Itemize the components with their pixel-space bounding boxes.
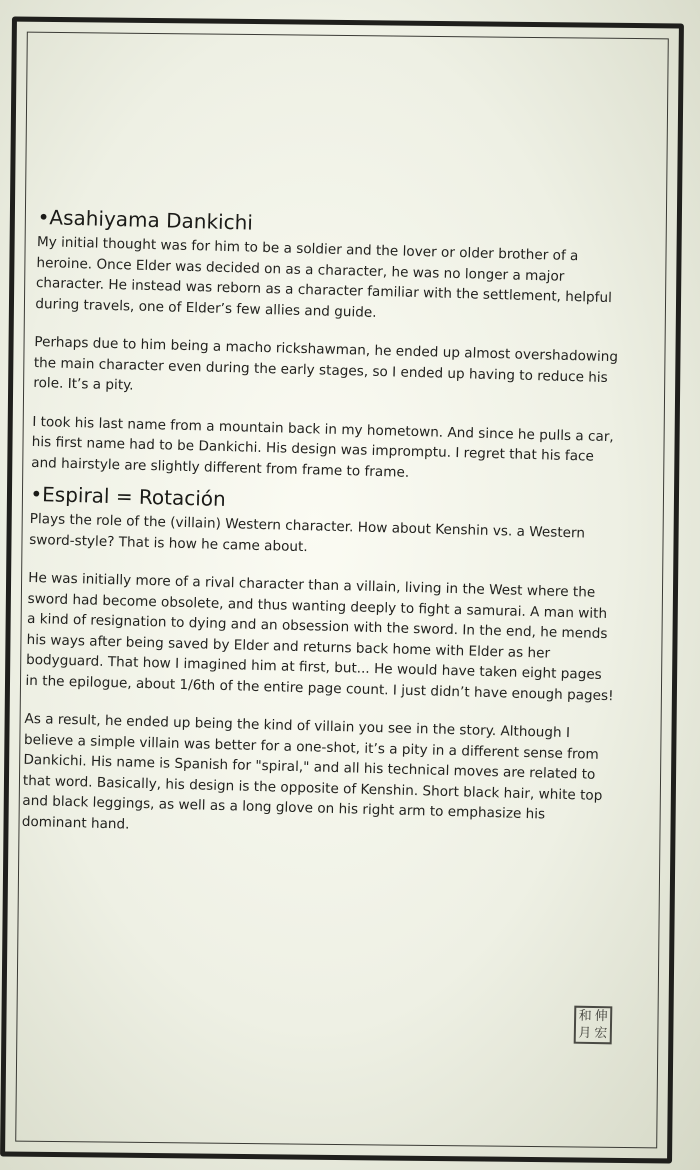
paragraph-dankichi-3: I took his last name from a mountain back in my hometown. And since he pulls a car, his first name had to be Dankichi. His design was impromptu. I regret that his face and hairstyle are slightly different from frame to frame. (31, 413, 614, 481)
seal-char: 伸 (594, 1009, 608, 1025)
seal-char: 和 (578, 1008, 592, 1024)
paragraph-dankichi-1: My initial thought was for him to be a soldier and the lover or older brother of a heroine. Once Elder was decided on as a character, he was no longer a major character. He instead was reborn as a character familiar with the settlement, helpful during travels, one of Elder’s few allies and guide. (35, 233, 613, 321)
seal-char: 宏 (594, 1026, 608, 1042)
page-content (21, 204, 628, 865)
paragraph-espiral-2: He was initially more of a rival character than a villain, living in the West where the sword had become obsolete, and thus wanting deeply to fight a samurai. A man with a kind of resignation to dying and an obsession with the sword. In the end, he mends his ways after being saved by Elder and returns back home with Elder as her bodyguard. That how I imagined him at first, but... He would have taken eight pages in the epilogue, about 1/6th of the entire page count. I just didn’t have enough pages! (25, 569, 614, 704)
paragraph-dankichi-2: Perhaps due to him being a macho rickshawman, he ended up almost overshadowing the main character even during the early stages, so I ended up having to reduce his role. It’s a pity. (33, 333, 619, 394)
author-seal-stamp (574, 1006, 613, 1045)
paragraph-espiral-3: As a result, he ended up being the kind of villain you see in the story. Although I believe a simple villain was better for a one-shot, it’s a pity in a different sense from Dankichi. His name is Spanish for "spiral," and all his technical moves are related to that word. Basically, his design is the opposite of Kenshin. Short black hair, white top and black leggings, as well as a long glove on his right arm to emphasize his dominant hand. (21, 710, 603, 833)
section-heading-espiral: •Espiral = Rotación (30, 481, 227, 512)
seal-char: 月 (578, 1025, 592, 1041)
paragraph-espiral-1: Plays the role of the (villain) Western character. How about Kenshin vs. a Western sword-style? That is how he came about. (29, 510, 586, 555)
section-heading-dankichi: •Asahiyama Dankichi (37, 204, 254, 235)
